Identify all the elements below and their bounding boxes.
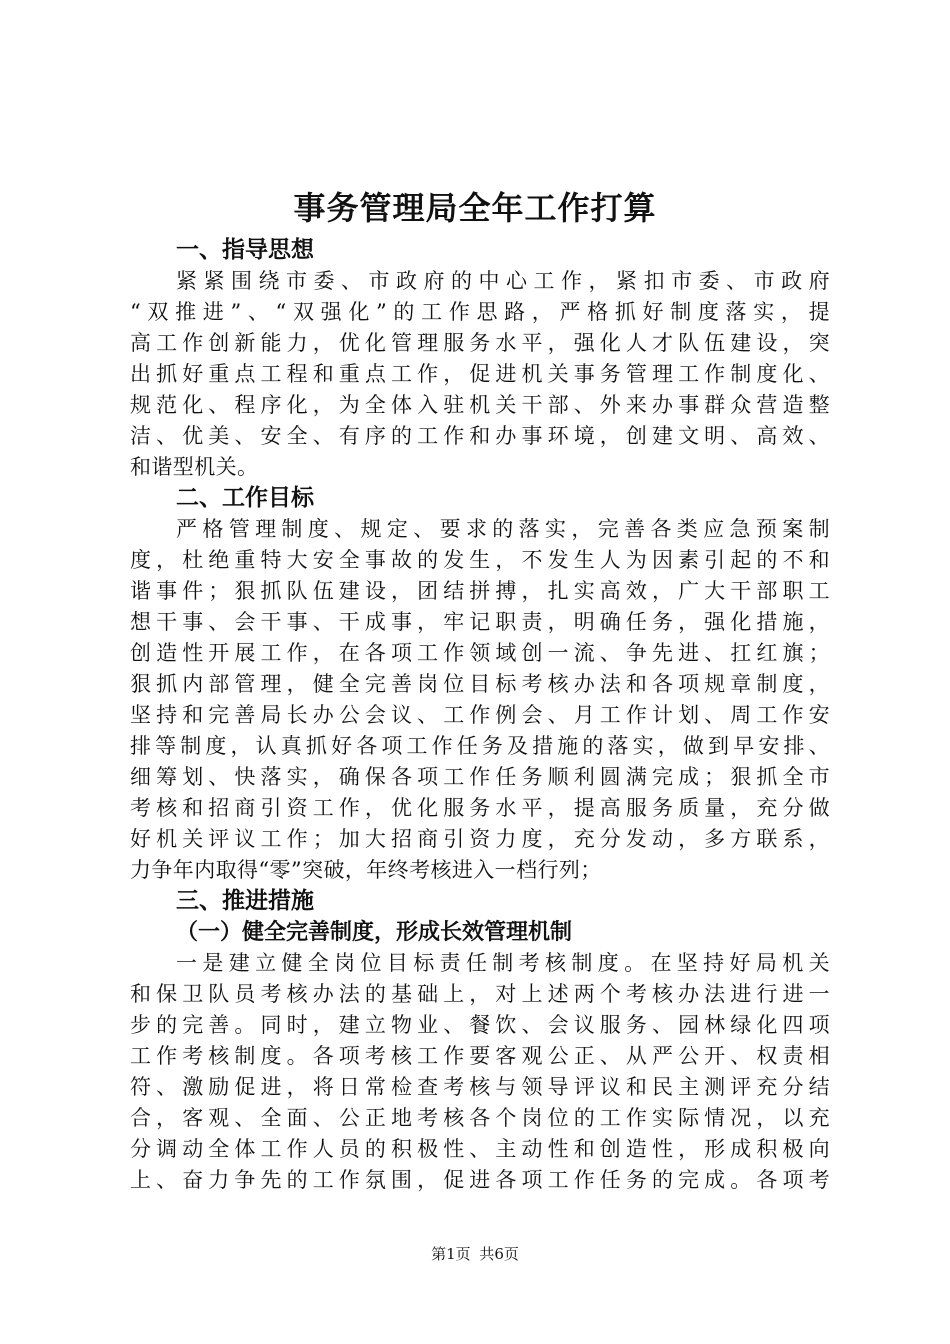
text-line: 力争年内取得“零”突破，年终考核进入一档行列； — [130, 858, 602, 882]
text-line: 严格管理制度、规定、要求的落实，完善各类应急预案制 — [176, 517, 830, 541]
paragraph-guiding-ideology — [130, 266, 830, 483]
paragraph-work-goals — [130, 514, 830, 886]
text-line: 和保卫队员考核办法的基础上，对上述两个考核办法进行进一 — [130, 982, 830, 1006]
paragraph-measures — [130, 948, 830, 1196]
text-line: 狠抓内部管理，健全完善岗位目标考核办法和各项规章制度， — [130, 672, 830, 696]
text-line: 步的完善。同时，建立物业、餐饮、会议服务、园林绿化四项 — [130, 1013, 830, 1037]
subsection-heading-system-improvement: （一）健全完善制度，形成长效管理机制 — [176, 920, 573, 945]
page-number-footer: 第1页 共6页 — [431, 1245, 519, 1263]
text-line: 度，杜绝重特大安全事故的发生，不发生人为因素引起的不和 — [130, 548, 830, 572]
text-line: 创造性开展工作，在各项工作领域创一流、争先进、扛红旗； — [130, 641, 830, 665]
text-line: 出抓好重点工程和重点工作，促进机关事务管理工作制度化、 — [130, 362, 830, 386]
section-heading-measures: 三、推进措施 — [176, 888, 314, 914]
text-line: 高工作创新能力，优化管理服务水平，强化人才队伍建设，突 — [130, 331, 830, 355]
text-line: 符、激励促进，将日常检查考核与领导评议和民主测评充分结 — [130, 1075, 830, 1099]
section-heading-work-goals: 二、工作目标 — [176, 485, 314, 511]
text-line: 坚持和完善局长办公会议、工作例会、月工作计划、周工作安 — [130, 703, 830, 727]
document-body — [130, 235, 830, 1196]
text-line: 细筹划、快落实，确保各项工作任务顺利圆满完成；狠抓全市 — [130, 765, 830, 789]
text-line: 洁、优美、安全、有序的工作和办事环境，创建文明、高效、 — [130, 424, 830, 448]
text-line: 工作考核制度。各项考核工作要客观公正、从严公开、权责相 — [130, 1044, 830, 1068]
text-line: 合，客观、全面、公正地考核各个岗位的工作实际情况，以充 — [130, 1106, 830, 1130]
text-line: 和谐型机关。 — [130, 455, 259, 479]
document-title: 事务管理局全年工作打算 — [293, 189, 657, 227]
text-line: 考核和招商引资工作，优化服务水平，提高服务质量，充分做 — [130, 796, 830, 820]
text-line: 分调动全体工作人员的积极性、主动性和创造性，形成积极向 — [130, 1137, 830, 1161]
text-line: 紧紧围绕市委、市政府的中心工作，紧扣市委、市政府 — [176, 269, 830, 293]
text-line: 好机关评议工作；加大招商引资力度，充分发动，多方联系， — [130, 827, 830, 851]
section-heading-guiding-ideology: 一、指导思想 — [176, 237, 314, 263]
text-line: 上、奋力争先的工作氛围，促进各项工作任务的完成。各项考 — [130, 1168, 830, 1192]
text-line: 规范化、程序化，为全体入驻机关干部、外来办事群众营造整 — [130, 393, 830, 417]
text-line: 想干事、会干事、干成事，牢记职责，明确任务，强化措施， — [130, 610, 830, 634]
text-line: 谐事件；狠抓队伍建设，团结拼搏，扎实高效，广大干部职工 — [130, 579, 830, 603]
text-line: 排等制度，认真抓好各项工作任务及措施的落实，做到早安排、 — [130, 734, 830, 758]
text-line: “双推进”、“双强化”的工作思路，严格抓好制度落实，提 — [130, 300, 830, 324]
text-line: 一是建立健全岗位目标责任制考核制度。在坚持好局机关 — [176, 951, 830, 975]
